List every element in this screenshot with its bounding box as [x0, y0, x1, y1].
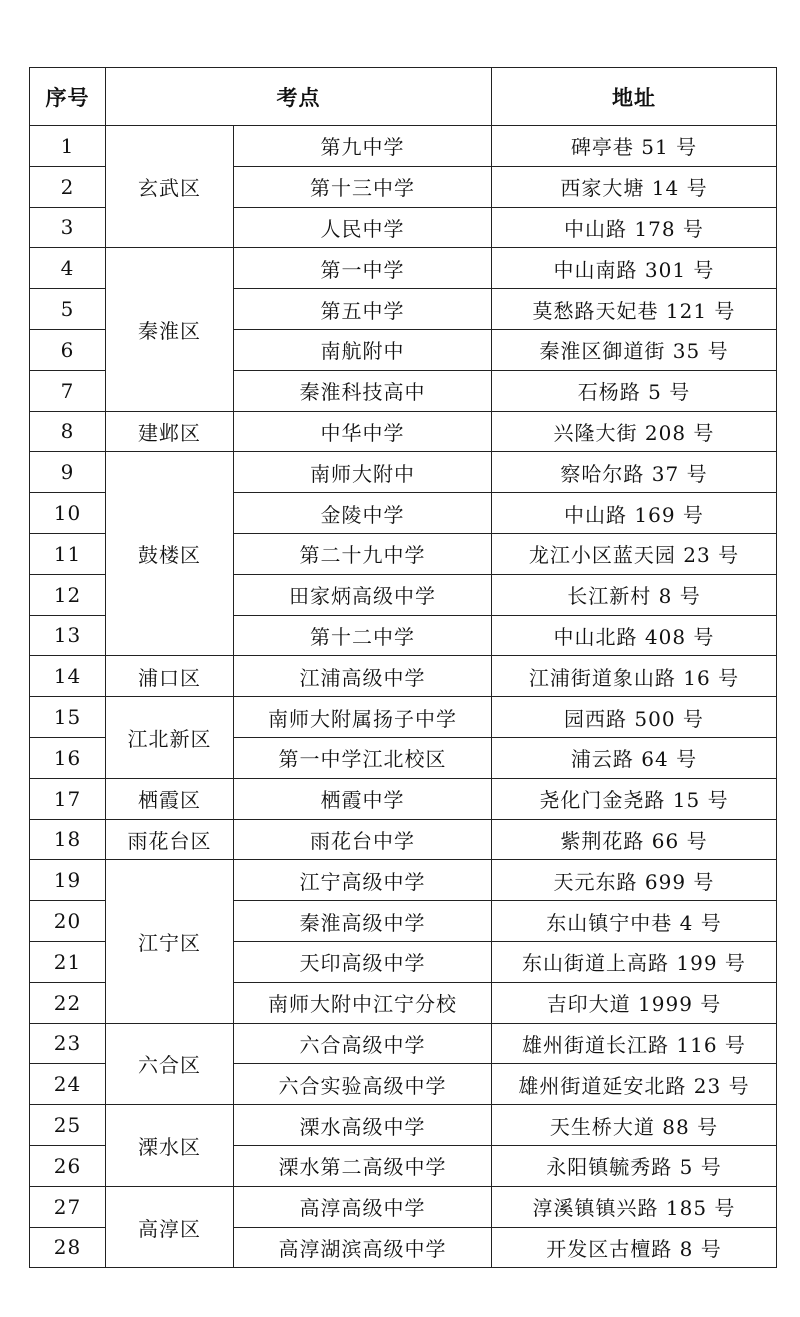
table-row	[30, 778, 777, 819]
district-cell: 秦淮区	[106, 248, 234, 411]
exam-site-address: 碑亭巷 51 号	[492, 126, 777, 167]
row-number: 26	[30, 1145, 106, 1186]
row-number: 9	[30, 452, 106, 493]
exam-site-name: 金陵中学	[234, 493, 492, 534]
row-number: 27	[30, 1186, 106, 1227]
exam-site-address: 天生桥大道 88 号	[492, 1105, 777, 1146]
row-number: 15	[30, 697, 106, 738]
exam-site-name: 第五中学	[234, 289, 492, 330]
row-number: 13	[30, 615, 106, 656]
row-number: 8	[30, 411, 106, 452]
exam-site-name: 第九中学	[234, 126, 492, 167]
exam-site-address: 兴隆大街 208 号	[492, 411, 777, 452]
row-number: 17	[30, 778, 106, 819]
table-row	[30, 697, 777, 738]
exam-site-address: 尧化门金尧路 15 号	[492, 778, 777, 819]
exam-site-name: 溧水第二高级中学	[234, 1145, 492, 1186]
exam-site-name: 第二十九中学	[234, 533, 492, 574]
exam-site-name: 秦淮科技高中	[234, 370, 492, 411]
district-cell: 建邺区	[106, 411, 234, 452]
row-number: 24	[30, 1064, 106, 1105]
exam-site-address: 东山街道上高路 199 号	[492, 941, 777, 982]
table-body	[30, 126, 777, 1268]
exam-site-name: 六合实验高级中学	[234, 1064, 492, 1105]
district-cell: 江北新区	[106, 697, 234, 779]
row-number: 7	[30, 370, 106, 411]
exam-site-address: 园西路 500 号	[492, 697, 777, 738]
row-number: 23	[30, 1023, 106, 1064]
exam-site-name: 人民中学	[234, 207, 492, 248]
exam-site-address: 秦淮区御道街 35 号	[492, 329, 777, 370]
exam-site-name: 高淳高级中学	[234, 1186, 492, 1227]
row-number: 11	[30, 533, 106, 574]
exam-site-address: 淳溪镇镇兴路 185 号	[492, 1186, 777, 1227]
header-address: 地址	[492, 68, 777, 126]
district-cell: 高淳区	[106, 1186, 234, 1268]
exam-site-name: 第一中学江北校区	[234, 737, 492, 778]
district-cell: 江宁区	[106, 860, 234, 1023]
row-number: 20	[30, 901, 106, 942]
exam-site-name: 雨花台中学	[234, 819, 492, 860]
district-cell: 鼓楼区	[106, 452, 234, 656]
exam-site-address: 察哈尔路 37 号	[492, 452, 777, 493]
exam-site-name: 秦淮高级中学	[234, 901, 492, 942]
exam-site-address: 紫荆花路 66 号	[492, 819, 777, 860]
table-row	[30, 656, 777, 697]
header-row	[30, 68, 777, 126]
exam-site-address: 开发区古檀路 8 号	[492, 1227, 777, 1268]
row-number: 19	[30, 860, 106, 901]
exam-site-address: 中山南路 301 号	[492, 248, 777, 289]
exam-site-address: 中山路 178 号	[492, 207, 777, 248]
table-row	[30, 1105, 777, 1146]
exam-site-name: 南师大附中江宁分校	[234, 982, 492, 1023]
exam-site-name: 田家炳高级中学	[234, 574, 492, 615]
row-number: 1	[30, 126, 106, 167]
row-number: 25	[30, 1105, 106, 1146]
exam-site-name: 高淳湖滨高级中学	[234, 1227, 492, 1268]
exam-site-name: 溧水高级中学	[234, 1105, 492, 1146]
exam-site-name: 第一中学	[234, 248, 492, 289]
exam-site-address: 中山北路 408 号	[492, 615, 777, 656]
exam-site-address: 永阳镇毓秀路 5 号	[492, 1145, 777, 1186]
exam-site-address: 雄州街道延安北路 23 号	[492, 1064, 777, 1105]
exam-site-name: 六合高级中学	[234, 1023, 492, 1064]
exam-site-address: 龙江小区蓝天园 23 号	[492, 533, 777, 574]
exam-site-name: 第十二中学	[234, 615, 492, 656]
table-header	[30, 68, 777, 126]
exam-site-address: 东山镇宁中巷 4 号	[492, 901, 777, 942]
header-no: 序号	[30, 68, 106, 126]
table-row	[30, 1023, 777, 1064]
exam-site-address: 吉印大道 1999 号	[492, 982, 777, 1023]
exam-site-name: 南航附中	[234, 329, 492, 370]
exam-site-name: 南师大附中	[234, 452, 492, 493]
row-number: 16	[30, 737, 106, 778]
district-cell: 玄武区	[106, 126, 234, 248]
district-cell: 溧水区	[106, 1105, 234, 1187]
table-row	[30, 248, 777, 289]
district-cell: 浦口区	[106, 656, 234, 697]
exam-site-address: 石杨路 5 号	[492, 370, 777, 411]
exam-site-address: 长江新村 8 号	[492, 574, 777, 615]
row-number: 14	[30, 656, 106, 697]
row-number: 10	[30, 493, 106, 534]
exam-site-name: 江宁高级中学	[234, 860, 492, 901]
row-number: 28	[30, 1227, 106, 1268]
exam-site-address: 中山路 169 号	[492, 493, 777, 534]
district-cell: 雨花台区	[106, 819, 234, 860]
exam-site-name: 栖霞中学	[234, 778, 492, 819]
table-row	[30, 1186, 777, 1227]
exam-site-name: 江浦高级中学	[234, 656, 492, 697]
row-number: 6	[30, 329, 106, 370]
exam-site-address: 江浦街道象山路 16 号	[492, 656, 777, 697]
district-cell: 六合区	[106, 1023, 234, 1105]
exam-site-table	[29, 67, 777, 1268]
exam-site-name: 天印高级中学	[234, 941, 492, 982]
row-number: 2	[30, 166, 106, 207]
header-exam-site: 考点	[106, 68, 492, 126]
row-number: 5	[30, 289, 106, 330]
exam-site-address: 莫愁路天妃巷 121 号	[492, 289, 777, 330]
row-number: 12	[30, 574, 106, 615]
table-row	[30, 860, 777, 901]
exam-site-address: 浦云路 64 号	[492, 737, 777, 778]
exam-site-name: 中华中学	[234, 411, 492, 452]
table-row	[30, 126, 777, 167]
exam-site-address: 天元东路 699 号	[492, 860, 777, 901]
row-number: 22	[30, 982, 106, 1023]
exam-site-name: 南师大附属扬子中学	[234, 697, 492, 738]
table-row	[30, 411, 777, 452]
table-row	[30, 819, 777, 860]
row-number: 4	[30, 248, 106, 289]
exam-site-address: 雄州街道长江路 116 号	[492, 1023, 777, 1064]
row-number: 21	[30, 941, 106, 982]
district-cell: 栖霞区	[106, 778, 234, 819]
exam-site-address: 西家大塘 14 号	[492, 166, 777, 207]
row-number: 18	[30, 819, 106, 860]
table-row	[30, 452, 777, 493]
exam-site-name: 第十三中学	[234, 166, 492, 207]
row-number: 3	[30, 207, 106, 248]
